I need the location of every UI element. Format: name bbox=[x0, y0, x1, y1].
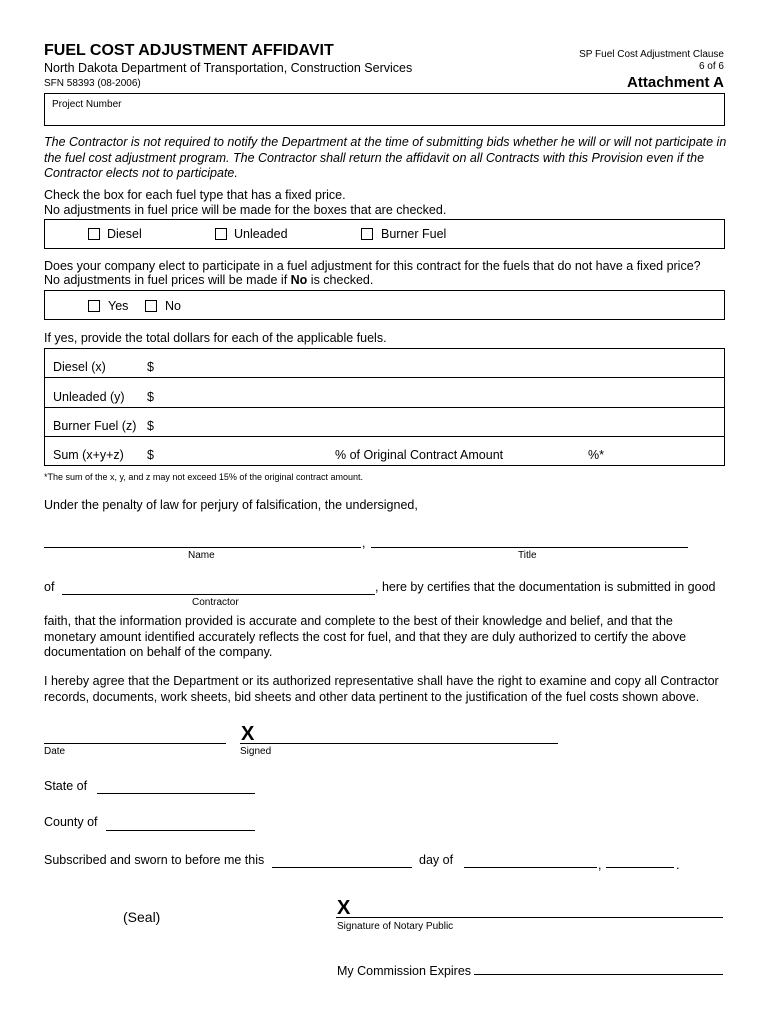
signed-line[interactable] bbox=[240, 743, 558, 744]
notary-signature-label: Signature of Notary Public bbox=[337, 921, 454, 932]
county-line[interactable] bbox=[106, 830, 255, 831]
diesel-checkbox[interactable] bbox=[88, 228, 100, 240]
unleaded-checkbox[interactable] bbox=[215, 228, 227, 240]
sum-total-label: Sum (x+y+z) bbox=[53, 448, 124, 462]
no-label: No bbox=[165, 299, 181, 313]
signed-label: Signed bbox=[240, 746, 272, 757]
burner-fuel-label: Burner Fuel bbox=[381, 227, 447, 241]
penalty-statement: Under the penalty of law for perjury of falsification, the undersigned, bbox=[44, 498, 418, 512]
commission-label: My Commission Expires bbox=[337, 964, 472, 978]
faith-statement: faith, that the information provided is accurate and complete to the best of their knowledge and belief, and that the monetary amount identified accurately reflects the cost for fuel, and that they are duly authorized to certify the above documentation on behalf of the company. bbox=[44, 614, 687, 659]
notary-signature-line[interactable] bbox=[336, 917, 723, 918]
participate-note-post: is checked. bbox=[307, 273, 374, 287]
unleaded-total-label: Unleaded (y) bbox=[53, 390, 125, 404]
notary-x-mark: X bbox=[337, 897, 351, 919]
form-title: FUEL COST ADJUSTMENT AFFIDAVIT bbox=[44, 42, 334, 59]
name-comma: , bbox=[362, 536, 366, 550]
page-number: 6 of 6 bbox=[698, 61, 724, 72]
participate-question: Does your company elect to participate in a fuel adjustment for this contract for the fuels that do not have a fixed price? bbox=[44, 259, 701, 273]
department-name: North Dakota Department of Transportation, Construction Services bbox=[44, 61, 413, 75]
project-number-field[interactable] bbox=[44, 93, 725, 126]
name-label: Name bbox=[188, 550, 215, 561]
totals-table bbox=[44, 348, 725, 466]
participate-box bbox=[44, 290, 725, 320]
title-label: Title bbox=[518, 550, 537, 561]
of-label: of bbox=[44, 580, 55, 594]
percent-suffix: %* bbox=[588, 448, 604, 462]
clause-title: SP Fuel Cost Adjustment Clause bbox=[579, 49, 724, 60]
burner-fuel-total-label: Burner Fuel (z) bbox=[53, 419, 137, 433]
yes-label: Yes bbox=[108, 299, 129, 313]
name-line[interactable] bbox=[44, 547, 361, 548]
county-of-label: County of bbox=[44, 815, 98, 829]
unleaded-label: Unleaded bbox=[234, 227, 288, 241]
title-line[interactable] bbox=[371, 547, 688, 548]
totals-instruction: If yes, provide the total dollars for each of the applicable fuels. bbox=[44, 331, 387, 345]
project-number-label: Project Number bbox=[52, 99, 122, 110]
state-of-label: State of bbox=[44, 779, 88, 793]
contractor-label: Contractor bbox=[192, 597, 239, 608]
date-label: Date bbox=[44, 746, 66, 757]
diesel-total-currency: $ bbox=[147, 360, 154, 374]
subscribed-label: Subscribed and sworn to before me this bbox=[44, 853, 265, 867]
month-line[interactable] bbox=[464, 867, 597, 868]
commission-line[interactable] bbox=[474, 974, 723, 975]
fixed-price-box bbox=[44, 219, 725, 249]
unleaded-total-currency: $ bbox=[147, 390, 154, 404]
year-line[interactable] bbox=[606, 867, 674, 868]
agreement-statement: I hereby agree that the Department or its authorized representative shall have the right to examine and copy all Contractor records, documents, work sheets, bid sheets and other data pertinent to the justification of the fuel costs shown above. bbox=[44, 674, 719, 704]
diesel-total-label: Diesel (x) bbox=[53, 360, 106, 374]
burner-fuel-checkbox[interactable] bbox=[361, 228, 373, 240]
percent-label: % of Original Contract Amount bbox=[335, 448, 504, 462]
diesel-label: Diesel bbox=[107, 227, 142, 241]
month-comma: , bbox=[598, 858, 602, 872]
day-of-label: day of bbox=[419, 853, 454, 867]
certifies-text: , here by certifies that the documentation is submitted in good bbox=[375, 580, 716, 594]
totals-footnote: *The sum of the x, y, and z may not exceed 15% of the original contract amount. bbox=[44, 472, 364, 482]
sum-total-currency: $ bbox=[147, 448, 154, 462]
no-checkbox[interactable] bbox=[145, 300, 157, 312]
participate-note bbox=[44, 273, 373, 287]
participate-note-bold: No bbox=[290, 273, 308, 287]
seal-label: (Seal) bbox=[123, 909, 161, 925]
burner-fuel-total-currency: $ bbox=[147, 419, 154, 433]
fixed-price-instruction-2: No adjustments in fuel price will be made for the boxes that are checked. bbox=[44, 203, 447, 217]
intro-text: The Contractor is not required to notify the Department at the time of submitting bids whether he will or will not participate in the fuel cost adjustment program. The Contractor shall return the affidavit on all Contracts with this Provision even if the Contractor elects not to participate. bbox=[44, 135, 727, 180]
year-period: . bbox=[676, 858, 680, 872]
signature-x-mark: X bbox=[241, 723, 255, 745]
state-line[interactable] bbox=[97, 793, 255, 794]
form-number: SFN 58393 (08-2006) bbox=[44, 78, 141, 89]
attachment-label: Attachment A bbox=[627, 74, 724, 91]
yes-checkbox[interactable] bbox=[88, 300, 100, 312]
date-line[interactable] bbox=[44, 743, 226, 744]
participate-note-pre: No adjustments in fuel prices will be made if bbox=[44, 273, 291, 287]
contractor-line[interactable] bbox=[62, 594, 375, 595]
day-line[interactable] bbox=[272, 867, 412, 868]
fixed-price-instruction-1: Check the box for each fuel type that has a fixed price. bbox=[44, 188, 346, 202]
